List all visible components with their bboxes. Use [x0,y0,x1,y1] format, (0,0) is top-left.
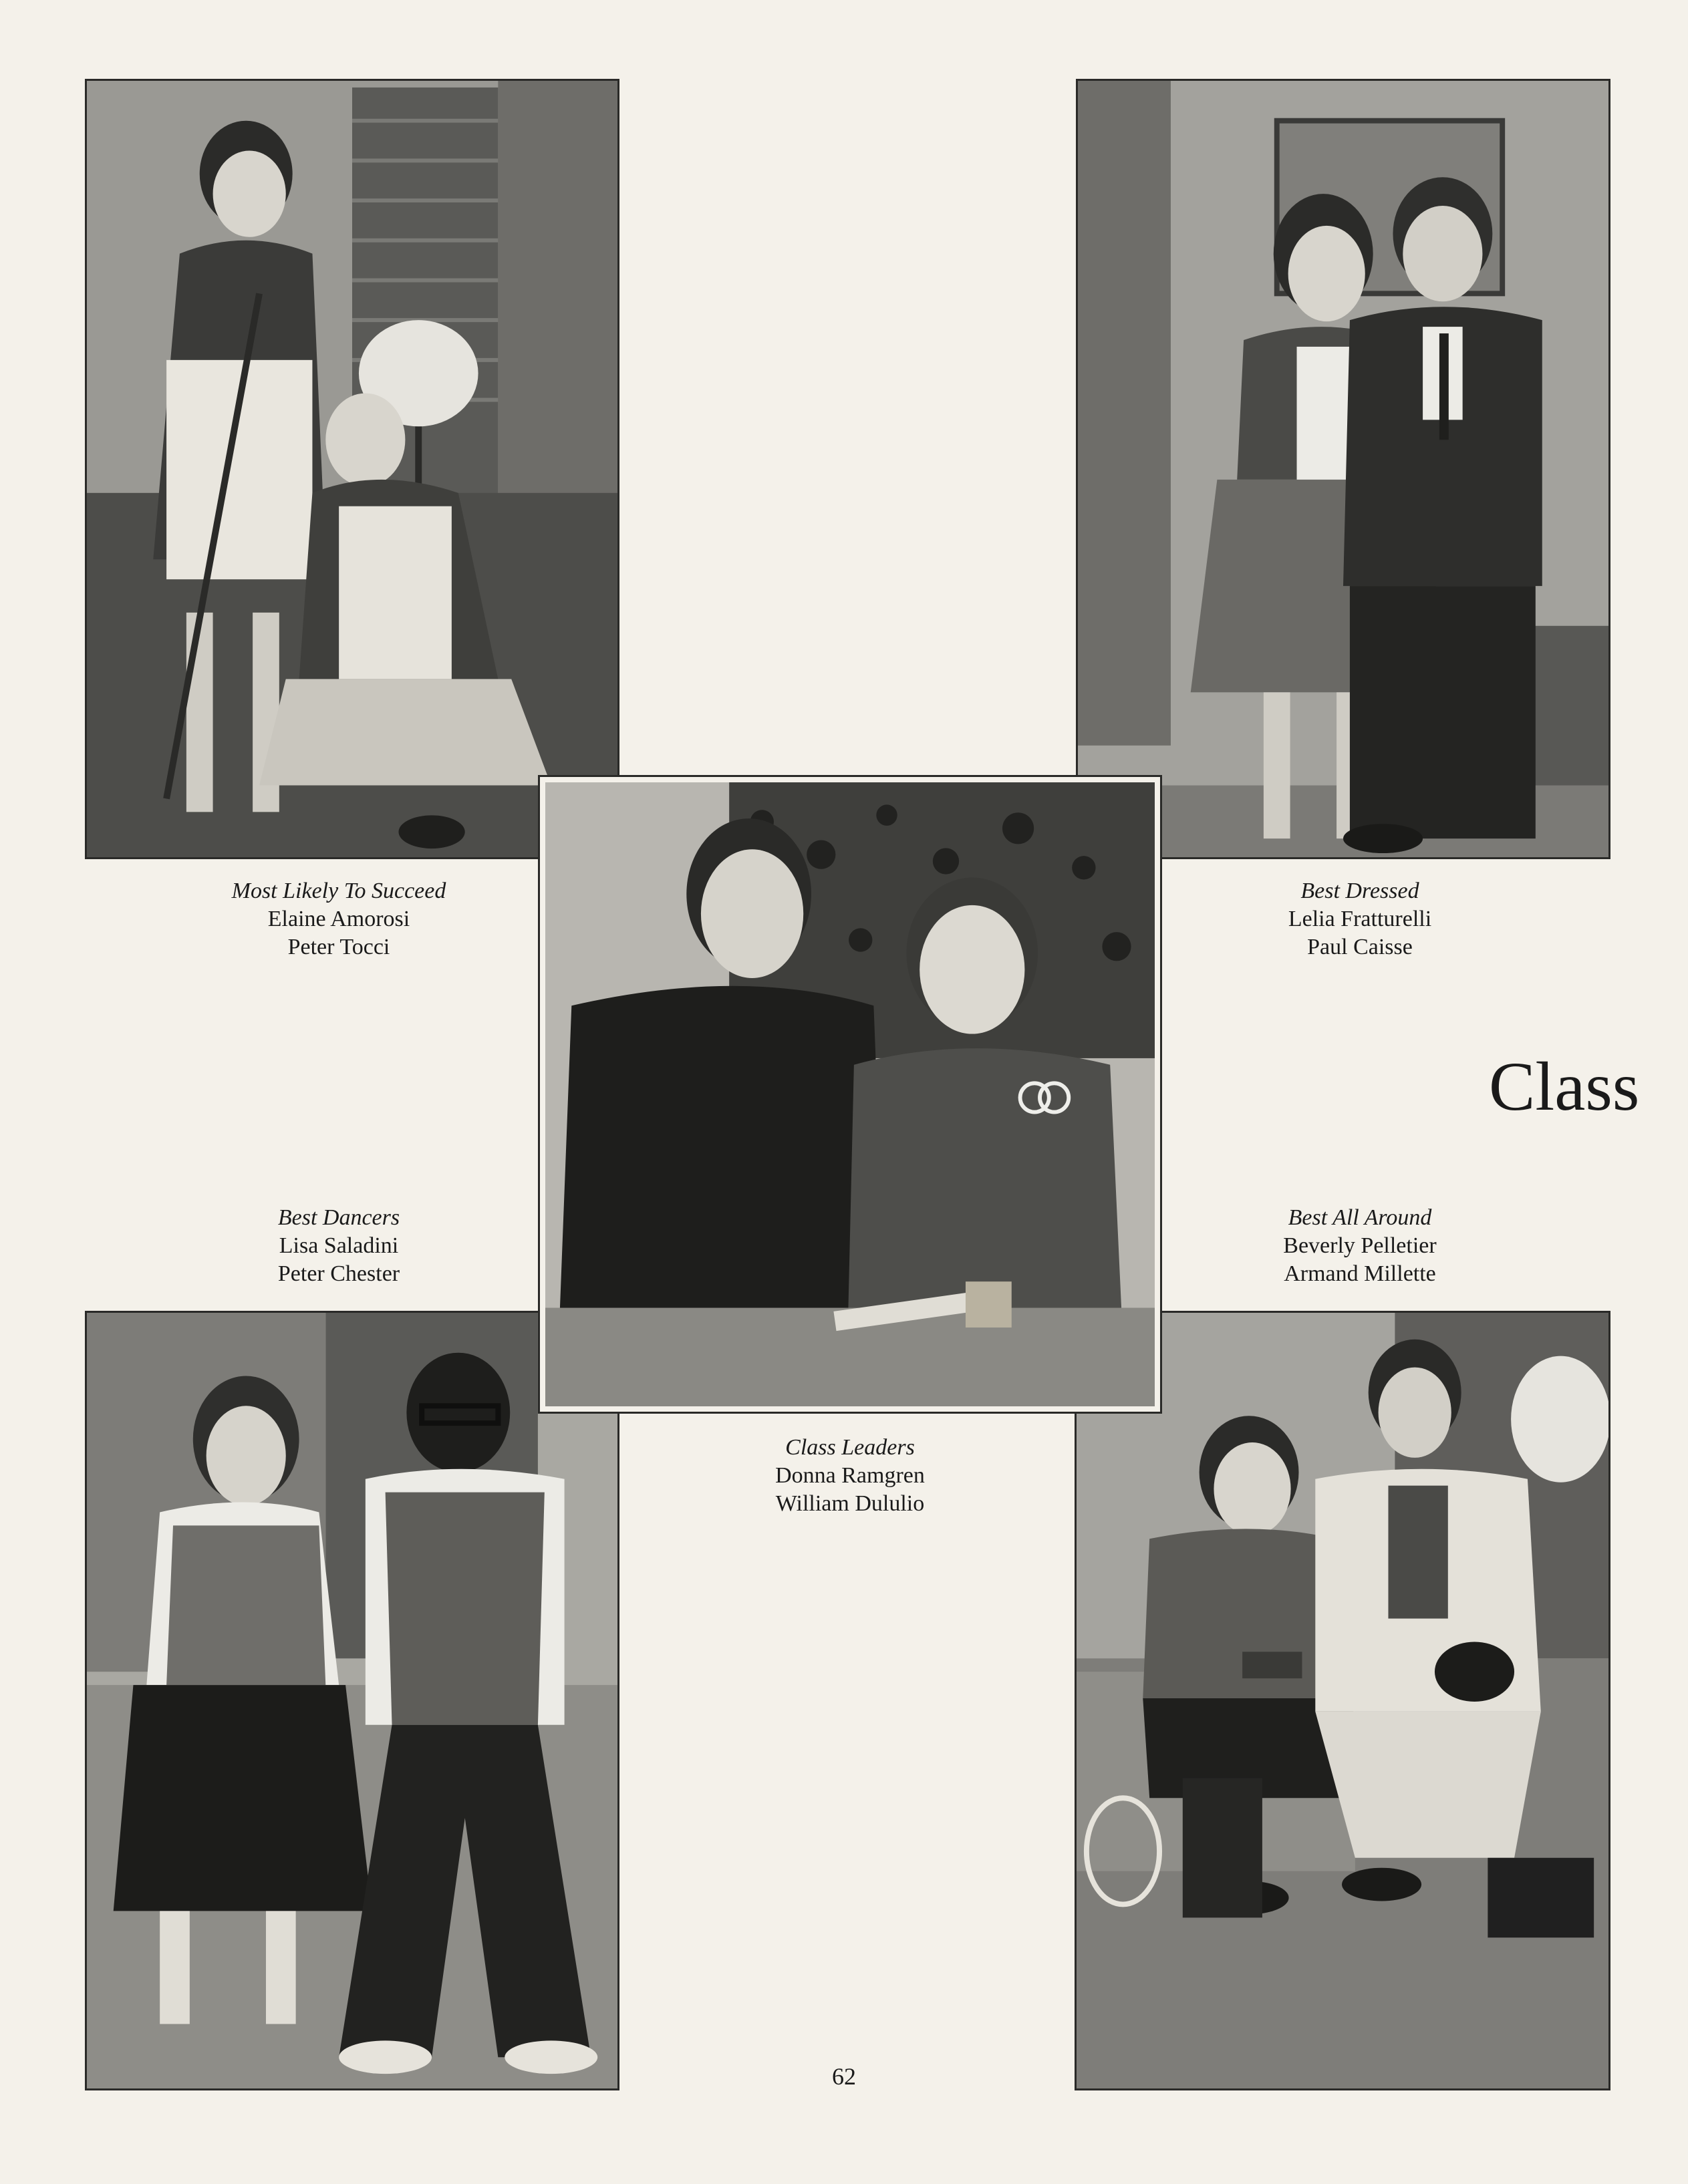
award-title: Best Dancers [277,1205,400,1230]
student-name: Paul Caisse [1307,935,1413,959]
award-title: Best All Around [1288,1205,1432,1230]
caption-best-all-around [1173,1204,1547,1288]
student-name: Armand Millette [1284,1261,1436,1286]
photo-best-dressed [1076,79,1610,859]
photo-most-likely-to-succeed [85,79,619,859]
student-name: Elaine Amorosi [267,907,410,931]
student-name: Beverly Pelletier [1283,1233,1437,1258]
photo-illustration [87,1313,617,2088]
award-title: Best Dressed [1300,879,1419,903]
photo-illustration [545,782,1155,1406]
photo-class-leaders [540,777,1160,1412]
caption-best-dancers [152,1204,526,1288]
photo-illustration [1077,1313,1608,2088]
student-name: Lelia Fratturelli [1288,907,1432,931]
photo-best-dancers [85,1311,619,2090]
student-name: Lisa Saladini [279,1233,399,1258]
student-name: William Dululio [775,1491,925,1516]
award-title: Most Likely To Succeed [231,879,446,903]
student-name: Peter Chester [277,1261,400,1286]
caption-class-leaders [663,1434,1037,1518]
photo-best-all-around [1075,1311,1610,2090]
caption-most-likely-to-succeed [152,877,526,961]
page-headline: Class [1489,1048,1640,1125]
student-name: Donna Ramgren [775,1463,925,1488]
student-name: Peter Tocci [287,935,390,959]
caption-best-dressed [1173,877,1547,961]
photo-illustration [1078,81,1608,857]
award-title: Class Leaders [785,1435,915,1460]
photo-illustration [87,81,617,857]
page-number: 62 [832,2063,856,2090]
